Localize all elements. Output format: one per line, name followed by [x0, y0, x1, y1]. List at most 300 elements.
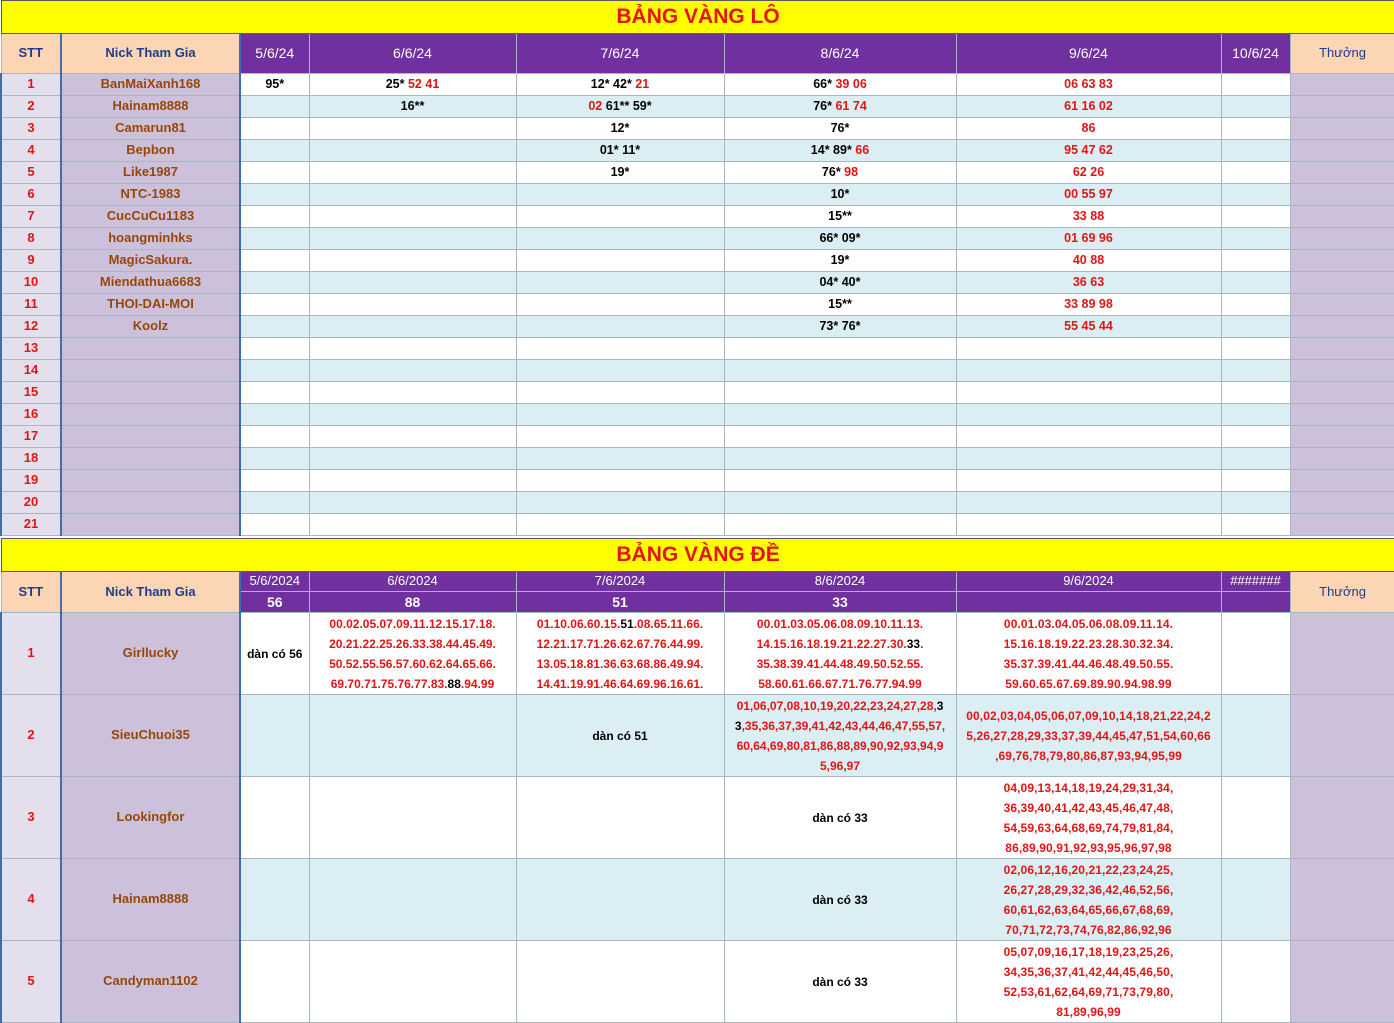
row-thuong — [1290, 96, 1394, 118]
row-stt: 4 — [1, 859, 61, 941]
row-nick: Girllucky — [61, 613, 240, 695]
de-header-date: 5/6/2024 — [240, 572, 309, 592]
row-thuong — [1290, 162, 1394, 184]
de-cell — [1221, 941, 1290, 1023]
lo-cell — [309, 470, 516, 492]
lo-cell — [956, 96, 1221, 118]
lo-cell — [724, 118, 956, 140]
lo-cell — [240, 316, 309, 338]
lo-cell — [1221, 426, 1290, 448]
number-entry: 01,06,07,08,10,19,20,22,23,24,27,28, — [736, 698, 937, 713]
de-header-result: 51 — [516, 592, 724, 613]
row-stt: 18 — [1, 448, 61, 470]
number-entry: 26,27,28,29,32,36,42,46,52,56, — [1003, 882, 1174, 897]
number-entry: 36 63 — [1072, 275, 1105, 290]
de-cell — [956, 941, 1221, 1023]
lo-cell — [724, 470, 956, 492]
lo-header-thuong: Thưởng — [1290, 34, 1394, 74]
lo-cell — [309, 360, 516, 382]
lo-cell — [724, 140, 956, 162]
row-nick: BanMaiXanh168 — [61, 74, 240, 96]
lo-cell — [309, 206, 516, 228]
lo-row — [1, 514, 1394, 536]
de-row — [1, 695, 1394, 777]
lo-cell — [240, 382, 309, 404]
de-row — [1, 777, 1394, 859]
de-cell — [956, 777, 1221, 859]
number-entry: . — [920, 636, 924, 651]
number-entry: 00.02.05.07.09.11.12.15.17.18. — [329, 616, 496, 631]
number-entry: 3 — [936, 698, 944, 713]
lo-cell — [1221, 74, 1290, 96]
lo-cell — [516, 514, 724, 536]
de-header-date: 8/6/2024 — [724, 572, 956, 592]
row-stt: 7 — [1, 206, 61, 228]
number-entry: 73* 76* — [819, 319, 861, 334]
de-header-date: 7/6/2024 — [516, 572, 724, 592]
lo-cell — [956, 118, 1221, 140]
number-entry: 66* — [813, 77, 836, 92]
lo-cell — [724, 206, 956, 228]
lo-header-date: 5/6/24 — [240, 34, 309, 74]
lo-cell — [956, 294, 1221, 316]
row-thuong — [1290, 448, 1394, 470]
number-entry: 21 — [635, 77, 650, 92]
lo-row — [1, 426, 1394, 448]
number-entry: 52,53,61,62,64,69,71,73,79,80, — [1003, 984, 1174, 999]
de-cell — [1221, 613, 1290, 695]
de-cell — [240, 941, 309, 1023]
de-cell — [309, 941, 516, 1023]
row-thuong — [1290, 382, 1394, 404]
row-thuong — [1290, 338, 1394, 360]
row-stt: 20 — [1, 492, 61, 514]
number-entry: 76* — [813, 99, 836, 114]
number-entry: 12.21.17.71.26.62.67.76.44.99. — [536, 636, 704, 651]
row-nick — [61, 470, 240, 492]
lo-cell — [309, 74, 516, 96]
row-thuong — [1290, 492, 1394, 514]
lo-row — [1, 470, 1394, 492]
number-entry: dàn có 56 — [247, 646, 303, 661]
number-entry: 39 06 — [835, 77, 867, 92]
number-entry: 10* — [830, 187, 850, 202]
number-entry: 16** — [400, 99, 425, 114]
row-nick: Hainam8888 — [61, 96, 240, 118]
row-stt: 3 — [1, 777, 61, 859]
number-entry: 00.01.03.05.06.08.09.10.11.13. — [756, 616, 924, 631]
lo-cell — [516, 316, 724, 338]
lo-cell — [956, 250, 1221, 272]
row-thuong — [1290, 426, 1394, 448]
row-nick — [61, 360, 240, 382]
de-cell — [309, 777, 516, 859]
de-row — [1, 859, 1394, 941]
lo-header-date: 8/6/24 — [724, 34, 956, 74]
de-cell — [309, 613, 516, 695]
lo-cell — [1221, 316, 1290, 338]
lo-cell — [309, 514, 516, 536]
number-entry: 14.41.19.91.46.64.69.96.16.61. — [536, 676, 704, 691]
lo-cell — [240, 118, 309, 140]
lo-cell — [516, 206, 724, 228]
lo-cell — [516, 140, 724, 162]
lo-cell — [309, 404, 516, 426]
row-stt: 2 — [1, 695, 61, 777]
lo-cell — [1221, 162, 1290, 184]
number-entry: 40 88 — [1072, 253, 1105, 268]
lo-cell — [309, 184, 516, 206]
lo-cell — [956, 492, 1221, 514]
lo-cell — [724, 360, 956, 382]
lo-row — [1, 404, 1394, 426]
row-nick: SieuChuoi35 — [61, 695, 240, 777]
row-nick — [61, 514, 240, 536]
lo-cell — [240, 404, 309, 426]
lo-cell — [1221, 228, 1290, 250]
number-entry: 66 — [855, 143, 870, 158]
row-stt: 4 — [1, 140, 61, 162]
de-cell — [724, 941, 956, 1023]
lo-cell — [516, 250, 724, 272]
number-entry: 02 — [588, 99, 606, 114]
row-thuong — [1290, 294, 1394, 316]
row-nick — [61, 338, 240, 360]
lo-cell — [309, 426, 516, 448]
lo-row — [1, 448, 1394, 470]
lo-cell — [956, 470, 1221, 492]
lo-cell — [724, 184, 956, 206]
number-entry: 60,64,69,80,81,86,88,89,90,92,93,94,9 — [736, 738, 944, 753]
row-thuong — [1290, 316, 1394, 338]
row-thuong — [1290, 206, 1394, 228]
lo-cell — [516, 162, 724, 184]
lo-cell — [724, 272, 956, 294]
number-entry: 61 16 02 — [1064, 99, 1113, 114]
row-thuong — [1290, 859, 1394, 941]
number-entry: 5,96,97 — [819, 758, 861, 773]
number-entry: dàn có 33 — [812, 892, 868, 907]
row-nick: NTC-1983 — [61, 184, 240, 206]
number-entry: 35.37.39.41.44.46.48.49.50.55. — [1003, 656, 1174, 671]
lo-cell — [240, 96, 309, 118]
number-entry: 33 88 — [1072, 209, 1105, 224]
number-entry: 55 45 44 — [1064, 319, 1113, 334]
lo-cell — [724, 382, 956, 404]
lo-cell — [724, 228, 956, 250]
lo-cell — [724, 426, 956, 448]
lo-cell — [956, 338, 1221, 360]
lo-cell — [240, 492, 309, 514]
lo-cell — [240, 338, 309, 360]
number-entry: 52 41 — [407, 77, 440, 92]
number-entry: 19* — [610, 165, 630, 180]
row-nick — [61, 426, 240, 448]
row-stt: 5 — [1, 941, 61, 1023]
number-entry: 50.52.55.56.57.60.62.64.65.66. — [329, 656, 496, 671]
lo-cell — [309, 140, 516, 162]
lo-cell — [724, 74, 956, 96]
lo-cell — [240, 162, 309, 184]
lo-header-stt: STT — [1, 34, 61, 74]
de-header-result — [1221, 592, 1290, 613]
number-entry: 01* 11* — [599, 143, 641, 158]
lo-cell — [1221, 470, 1290, 492]
row-nick: Hainam8888 — [61, 859, 240, 941]
de-cell — [956, 695, 1221, 777]
lo-cell — [1221, 118, 1290, 140]
de-header-stt: STT — [1, 572, 61, 613]
de-cell — [516, 695, 724, 777]
lo-cell — [1221, 360, 1290, 382]
number-entry: .94.99 — [460, 676, 495, 691]
row-stt: 15 — [1, 382, 61, 404]
row-thuong — [1290, 404, 1394, 426]
row-stt: 12 — [1, 316, 61, 338]
row-thuong — [1290, 695, 1394, 777]
de-header-date: 9/6/2024 — [956, 572, 1221, 592]
lo-cell — [309, 338, 516, 360]
row-stt: 11 — [1, 294, 61, 316]
lo-cell — [309, 294, 516, 316]
lo-header-date: 7/6/24 — [516, 34, 724, 74]
de-rows — [1, 613, 1394, 1023]
number-entry: 01.10.06.60.15. — [536, 616, 621, 631]
de-cell — [516, 859, 724, 941]
number-entry: 61** 59* — [605, 99, 652, 114]
lo-cell — [240, 184, 309, 206]
number-entry: 95* — [265, 77, 285, 92]
lo-row — [1, 250, 1394, 272]
lo-header-date: 6/6/24 — [309, 34, 516, 74]
number-entry: 00 55 97 — [1064, 187, 1113, 202]
row-stt: 3 — [1, 118, 61, 140]
number-entry: 3 — [734, 718, 742, 733]
de-cell — [724, 695, 956, 777]
lo-cell — [240, 74, 309, 96]
number-entry: .08.65.11.66. — [633, 616, 704, 631]
number-entry: 69.70.71.75.76.77.83. — [330, 676, 448, 691]
row-nick — [61, 404, 240, 426]
row-stt: 19 — [1, 470, 61, 492]
row-thuong — [1290, 360, 1394, 382]
lo-cell — [240, 206, 309, 228]
lo-cell — [516, 294, 724, 316]
lo-cell — [240, 250, 309, 272]
lo-cell — [516, 382, 724, 404]
lo-row — [1, 184, 1394, 206]
lo-cell — [1221, 294, 1290, 316]
lo-header-nick: Nick Tham Gia — [61, 34, 240, 74]
number-entry: 14.15.16.18.19.21.22.27.30. — [756, 636, 907, 651]
row-stt: 6 — [1, 184, 61, 206]
lo-cell — [956, 272, 1221, 294]
lo-cell — [1221, 492, 1290, 514]
lo-cell — [240, 140, 309, 162]
number-entry: 36,39,40,41,42,43,45,46,47,48, — [1003, 800, 1174, 815]
number-entry: 60,61,62,63,64,65,66,67,68,69, — [1003, 902, 1174, 917]
number-entry: 15** — [828, 297, 852, 312]
row-nick: Lookingfor — [61, 777, 240, 859]
number-entry: dàn có 51 — [592, 728, 648, 743]
row-stt: 2 — [1, 96, 61, 118]
lo-cell — [956, 162, 1221, 184]
lo-cell — [240, 448, 309, 470]
lo-cell — [724, 492, 956, 514]
lo-cell — [724, 338, 956, 360]
number-entry: 34,35,36,37,41,42,44,45,46,50, — [1003, 964, 1174, 979]
number-entry: 33 — [906, 636, 921, 651]
row-stt: 14 — [1, 360, 61, 382]
lo-cell — [516, 360, 724, 382]
lo-cell — [1221, 140, 1290, 162]
de-header-result: 56 — [240, 592, 309, 613]
de-cell — [309, 695, 516, 777]
lo-cell — [724, 96, 956, 118]
lo-cell — [309, 96, 516, 118]
number-entry: 01 69 96 — [1064, 231, 1113, 246]
row-thuong — [1290, 613, 1394, 695]
row-thuong — [1290, 184, 1394, 206]
number-entry: 05,07,09,16,17,18,19,23,25,26, — [1003, 944, 1174, 959]
lo-cell — [240, 272, 309, 294]
row-nick — [61, 448, 240, 470]
number-entry: 35.38.39.41.44.48.49.50.52.55. — [756, 656, 924, 671]
number-entry: 20.21.22.25.26.33.38.44.45.49. — [329, 636, 496, 651]
de-header-nick: Nick Tham Gia — [61, 572, 240, 613]
row-nick: Candyman1102 — [61, 941, 240, 1023]
row-thuong — [1290, 74, 1394, 96]
lo-cell — [240, 470, 309, 492]
number-entry: 00.01.03.04.05.06.08.09.11.14. — [1003, 616, 1174, 631]
de-cell — [724, 777, 956, 859]
lo-cell — [240, 514, 309, 536]
lo-title: BẢNG VÀNG LÔ — [1, 1, 1394, 34]
lo-cell — [516, 272, 724, 294]
lo-cell — [1221, 272, 1290, 294]
number-entry: 04,09,13,14,18,19,24,29,31,34, — [1003, 780, 1174, 795]
number-entry: dàn có 33 — [812, 810, 868, 825]
number-entry: 54,59,63,64,68,69,74,79,81,84, — [1003, 820, 1174, 835]
number-entry: 81,89,96,99 — [1056, 1004, 1121, 1019]
lo-row — [1, 162, 1394, 184]
number-entry: 33 89 98 — [1064, 297, 1113, 312]
number-entry: 14* 89* — [810, 143, 856, 158]
row-thuong — [1290, 250, 1394, 272]
lo-cell — [240, 426, 309, 448]
lo-cell — [516, 470, 724, 492]
row-nick — [61, 492, 240, 514]
lo-cell — [724, 162, 956, 184]
number-entry: 15** — [828, 209, 852, 224]
lo-cell — [956, 206, 1221, 228]
number-entry: dàn có 33 — [812, 974, 868, 989]
lo-cell — [724, 250, 956, 272]
row-nick: CucCuCu1183 — [61, 206, 240, 228]
lo-row — [1, 96, 1394, 118]
de-cell — [956, 859, 1221, 941]
lo-cell — [1221, 338, 1290, 360]
lo-cell — [516, 404, 724, 426]
lo-row — [1, 228, 1394, 250]
row-stt: 8 — [1, 228, 61, 250]
lo-cell — [516, 338, 724, 360]
number-entry: 59.60.65.67.69.89.90.94.98.99 — [1005, 676, 1172, 691]
row-nick: hoangminhks — [61, 228, 240, 250]
lo-cell — [956, 140, 1221, 162]
lo-cell — [309, 162, 516, 184]
lo-cell — [1221, 250, 1290, 272]
lo-cell — [309, 118, 516, 140]
de-header-result — [956, 592, 1221, 613]
row-nick: MagicSakura. — [61, 250, 240, 272]
lo-cell — [309, 250, 516, 272]
number-entry: 61 74 — [835, 99, 867, 114]
de-cell — [724, 613, 956, 695]
de-header-thuong: Thưởng — [1290, 572, 1394, 613]
lo-row — [1, 338, 1394, 360]
number-entry: 19* — [830, 253, 850, 268]
number-entry: ,69,76,78,79,80,86,87,93,94,95,99 — [995, 748, 1182, 763]
lo-cell — [724, 404, 956, 426]
number-entry: 76* — [830, 121, 850, 136]
lo-cell — [240, 228, 309, 250]
lo-cell — [1221, 184, 1290, 206]
de-cell — [1221, 859, 1290, 941]
lo-cell — [240, 360, 309, 382]
lo-cell — [516, 492, 724, 514]
row-thuong — [1290, 514, 1394, 536]
lo-row — [1, 492, 1394, 514]
number-entry: 04* 40* — [819, 275, 861, 290]
de-cell — [516, 777, 724, 859]
lo-row — [1, 140, 1394, 162]
lo-row — [1, 74, 1394, 96]
de-header-date: ####### — [1221, 572, 1290, 592]
de-cell — [516, 613, 724, 695]
lo-cell — [956, 74, 1221, 96]
lo-cell — [724, 316, 956, 338]
lo-cell — [1221, 206, 1290, 228]
de-header-result: 33 — [724, 592, 956, 613]
de-cell — [240, 777, 309, 859]
lo-cell — [1221, 382, 1290, 404]
lo-row — [1, 360, 1394, 382]
row-nick: Koolz — [61, 316, 240, 338]
lo-cell — [516, 228, 724, 250]
lo-cell — [516, 74, 724, 96]
number-entry: 12* — [610, 121, 630, 136]
number-entry: 70,71,72,73,74,76,82,86,92,96 — [1005, 922, 1172, 937]
lo-rows — [1, 74, 1394, 536]
lo-cell — [309, 492, 516, 514]
de-cell — [724, 859, 956, 941]
de-cell — [240, 859, 309, 941]
de-cell — [240, 695, 309, 777]
lo-header-date: 10/6/24 — [1221, 34, 1290, 74]
row-thuong — [1290, 470, 1394, 492]
lo-cell — [724, 294, 956, 316]
de-cell — [1221, 777, 1290, 859]
lo-cell — [516, 184, 724, 206]
row-stt: 1 — [1, 74, 61, 96]
number-entry: 76* — [821, 165, 845, 180]
lo-cell — [956, 360, 1221, 382]
number-entry: 00,02,03,04,05,06,07,09,10,14,18,21,22,24,2 — [966, 708, 1211, 723]
lo-cell — [1221, 96, 1290, 118]
lo-cell — [724, 514, 956, 536]
number-entry: 15.16.18.19.22.23.28.30.32.34. — [1003, 636, 1174, 651]
